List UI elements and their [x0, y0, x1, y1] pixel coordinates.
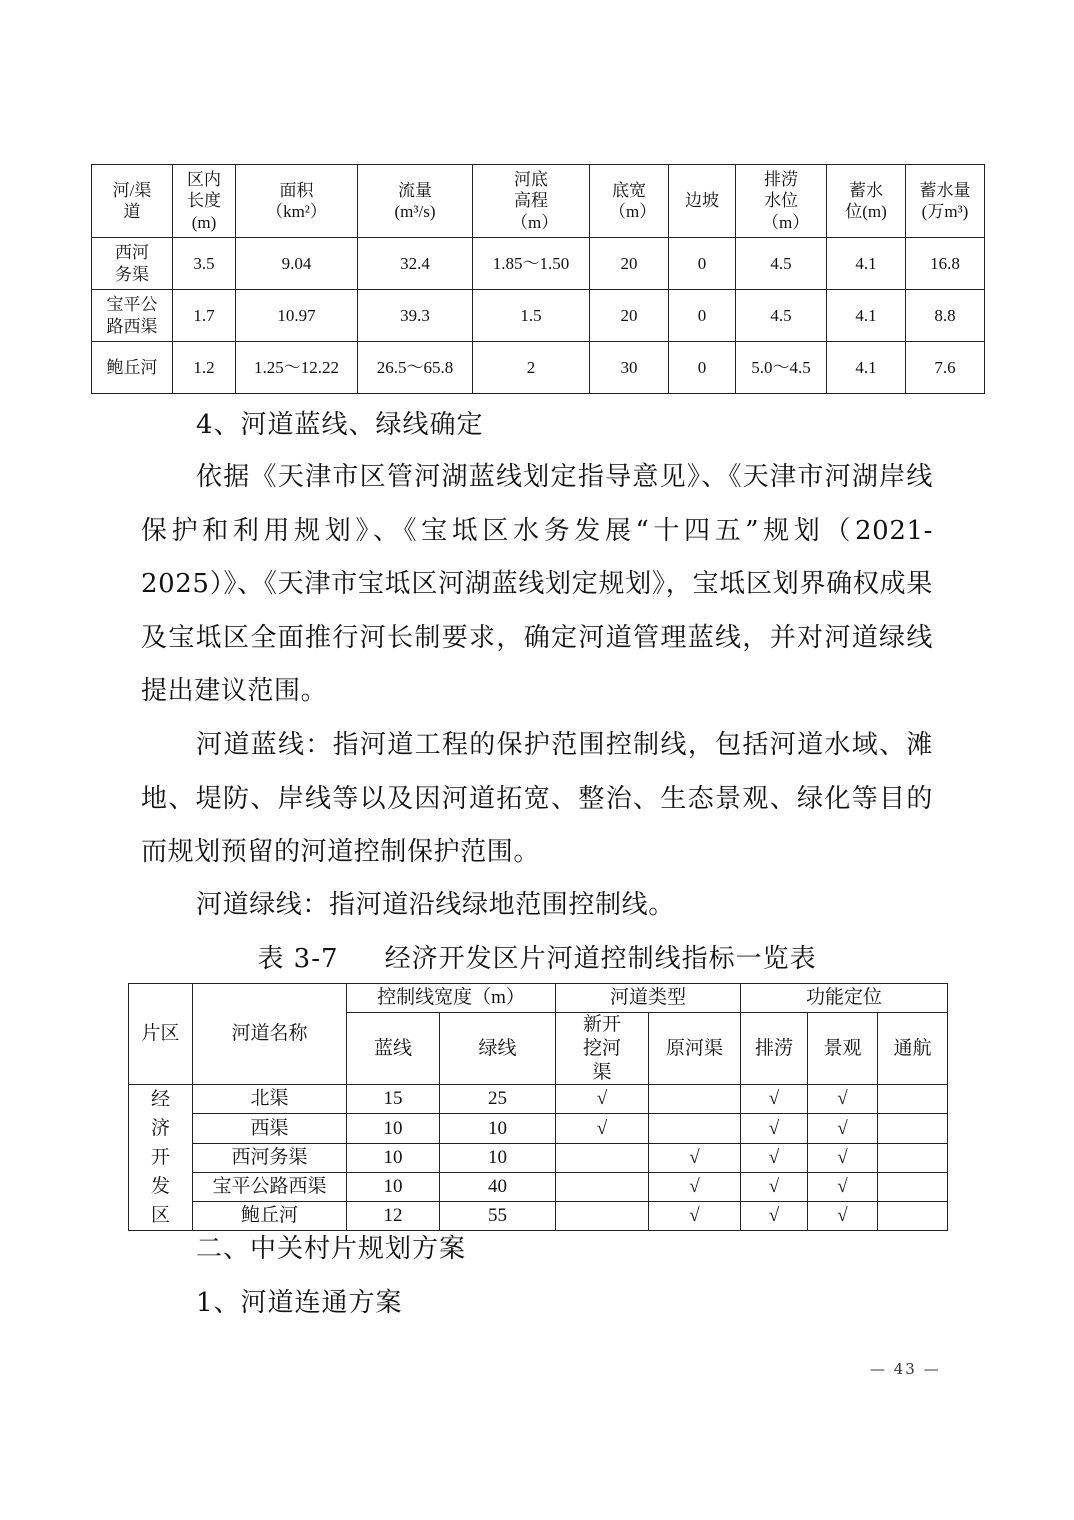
table-cell — [878, 1085, 948, 1114]
table-cell: 10 — [440, 1143, 556, 1172]
table-cell: 9.04 — [236, 238, 358, 290]
table-cell: √ — [649, 1172, 741, 1201]
table-cell: 25 — [440, 1085, 556, 1114]
table-cell: 26.5～65.8 — [358, 342, 473, 394]
table-row — [129, 1085, 948, 1114]
table-cell: 10 — [347, 1172, 440, 1201]
header-cell: 通航 — [878, 1013, 948, 1085]
table-cell: 10.97 — [236, 290, 358, 342]
table-cell: √ — [741, 1202, 808, 1231]
river-name-cell: 西河务渠 — [92, 238, 173, 290]
table-cell: 8.8 — [906, 290, 985, 342]
table-cell: 1.85～1.50 — [473, 238, 590, 290]
table-cell: 30 — [590, 342, 669, 394]
table-cell: √ — [741, 1143, 808, 1172]
table-caption-title: 经济开发区片河道控制线指标一览表 — [384, 944, 817, 974]
table-row — [92, 290, 985, 342]
zone-cell: 经济开发区 — [129, 1085, 193, 1231]
table-cell — [878, 1172, 948, 1201]
table-cell: √ — [556, 1085, 649, 1114]
page-number: — 43 — — [870, 1360, 941, 1378]
header-cell: 区内长度(m) — [173, 165, 236, 238]
section-heading: 二、中关村片规划方案 — [196, 1234, 467, 1264]
header-cell: 片区 — [129, 984, 193, 1085]
table-caption-number: 表 3-7 — [257, 944, 339, 974]
header-cell: 底宽（m） — [590, 165, 669, 238]
table-cell: √ — [808, 1085, 878, 1114]
header-cell: 功能定位 — [741, 984, 948, 1013]
header-cell: 原河渠 — [649, 1013, 741, 1085]
paragraph-green-line: 河道绿线：指河道沿线绿地范围控制线。 — [196, 890, 675, 920]
table-cell — [878, 1114, 948, 1143]
table-cell: 10 — [347, 1114, 440, 1143]
header-cell: 新开挖河渠 — [556, 1013, 649, 1085]
table-cell: √ — [808, 1172, 878, 1201]
table-cell: 0 — [669, 342, 736, 394]
control-line-table — [128, 983, 948, 1231]
table-row — [129, 1202, 948, 1231]
table-cell: 7.6 — [906, 342, 985, 394]
header-cell: 河道名称 — [193, 984, 347, 1085]
table-row — [92, 238, 985, 290]
table-cell: 4.1 — [827, 238, 906, 290]
table-cell: √ — [741, 1114, 808, 1143]
header-cell: 河道类型 — [556, 984, 741, 1013]
header-cell: 景观 — [808, 1013, 878, 1085]
table-cell: 3.5 — [173, 238, 236, 290]
table-cell — [556, 1143, 649, 1172]
river-parameter-table — [91, 164, 985, 394]
table-cell: √ — [649, 1202, 741, 1231]
section-heading: 4、河道蓝线、绿线确定 — [196, 410, 484, 440]
table-cell: 55 — [440, 1202, 556, 1231]
header-cell: 排涝水位（m） — [736, 165, 827, 238]
table-row — [129, 1172, 948, 1201]
table-cell: 1.7 — [173, 290, 236, 342]
header-cell: 蓄水量(万m³) — [906, 165, 985, 238]
table-cell: 15 — [347, 1085, 440, 1114]
header-cell: 排涝 — [741, 1013, 808, 1085]
table-cell: 西渠 — [193, 1114, 347, 1143]
table-cell: 40 — [440, 1172, 556, 1201]
table-header-row — [92, 165, 985, 238]
table-cell: 鲍丘河 — [193, 1202, 347, 1231]
table-cell — [878, 1202, 948, 1231]
table-cell: √ — [556, 1114, 649, 1143]
table-cell — [556, 1202, 649, 1231]
header-cell: 河底高程（m） — [473, 165, 590, 238]
table-cell: 5.0～4.5 — [736, 342, 827, 394]
table-cell: √ — [741, 1172, 808, 1201]
table-cell: 北渠 — [193, 1085, 347, 1114]
table-cell: 0 — [669, 238, 736, 290]
header-cell: 河/渠道 — [92, 165, 173, 238]
table-cell: 4.1 — [827, 290, 906, 342]
table-cell: √ — [808, 1114, 878, 1143]
table-cell: 西河务渠 — [193, 1143, 347, 1172]
table-cell: 20 — [590, 290, 669, 342]
table-cell — [649, 1114, 741, 1143]
table-cell: 0 — [669, 290, 736, 342]
header-cell: 流量(m³/s) — [358, 165, 473, 238]
table-cell — [649, 1085, 741, 1114]
table-row — [129, 1143, 948, 1172]
table-cell: 4.1 — [827, 342, 906, 394]
header-cell: 蓄水位(m) — [827, 165, 906, 238]
table-cell: 16.8 — [906, 238, 985, 290]
table-header-row — [129, 984, 948, 1013]
table-cell — [878, 1143, 948, 1172]
table-cell — [556, 1172, 649, 1201]
table-cell: 2 — [473, 342, 590, 394]
table-cell: 4.5 — [736, 238, 827, 290]
table-cell: √ — [808, 1143, 878, 1172]
table-row — [92, 342, 985, 394]
header-cell: 蓝线 — [347, 1013, 440, 1085]
table-caption — [0, 938, 1074, 975]
table-cell: 1.25～12.22 — [236, 342, 358, 394]
header-cell: 边坡 — [669, 165, 736, 238]
table-cell: 12 — [347, 1202, 440, 1231]
table-cell: 20 — [590, 238, 669, 290]
subsection-heading: 1、河道连通方案 — [196, 1288, 403, 1318]
table-cell: 宝平公路西渠 — [193, 1172, 347, 1201]
header-cell: 绿线 — [440, 1013, 556, 1085]
header-cell: 面积（km²） — [236, 165, 358, 238]
table-cell: 39.3 — [358, 290, 473, 342]
table-cell: √ — [808, 1202, 878, 1231]
table-cell: 10 — [347, 1143, 440, 1172]
table-cell: √ — [741, 1085, 808, 1114]
table-row — [129, 1114, 948, 1143]
paragraph-basis: 依据《天津市区管河湖蓝线划定指导意见》、《天津市河湖岸线保护和利用规划》、《宝坻区水务发展“十四五”规划（2021-2025）》、《天津市宝坻区河湖蓝线划定规划》，宝坻区划界确权成果及宝坻区全面推行河长制要求，确定河道管理蓝线，并对河道绿线提出建议范围。 — [141, 462, 933, 706]
table-cell: √ — [649, 1143, 741, 1172]
table-cell: 1.5 — [473, 290, 590, 342]
header-cell: 控制线宽度（m） — [347, 984, 556, 1013]
table-cell: 4.5 — [736, 290, 827, 342]
table-cell: 1.2 — [173, 342, 236, 394]
table-cell: 10 — [440, 1114, 556, 1143]
river-name-cell: 鲍丘河 — [92, 342, 173, 394]
table-cell: 32.4 — [358, 238, 473, 290]
paragraph-blue-line: 河道蓝线：指河道工程的保护范围控制线，包括河道水域、滩地、堤防、岸线等以及因河道拓宽、整治、生态景观、绿化等目的而规划预留的河道控制保护范围。 — [141, 730, 933, 867]
river-name-cell: 宝平公路西渠 — [92, 290, 173, 342]
